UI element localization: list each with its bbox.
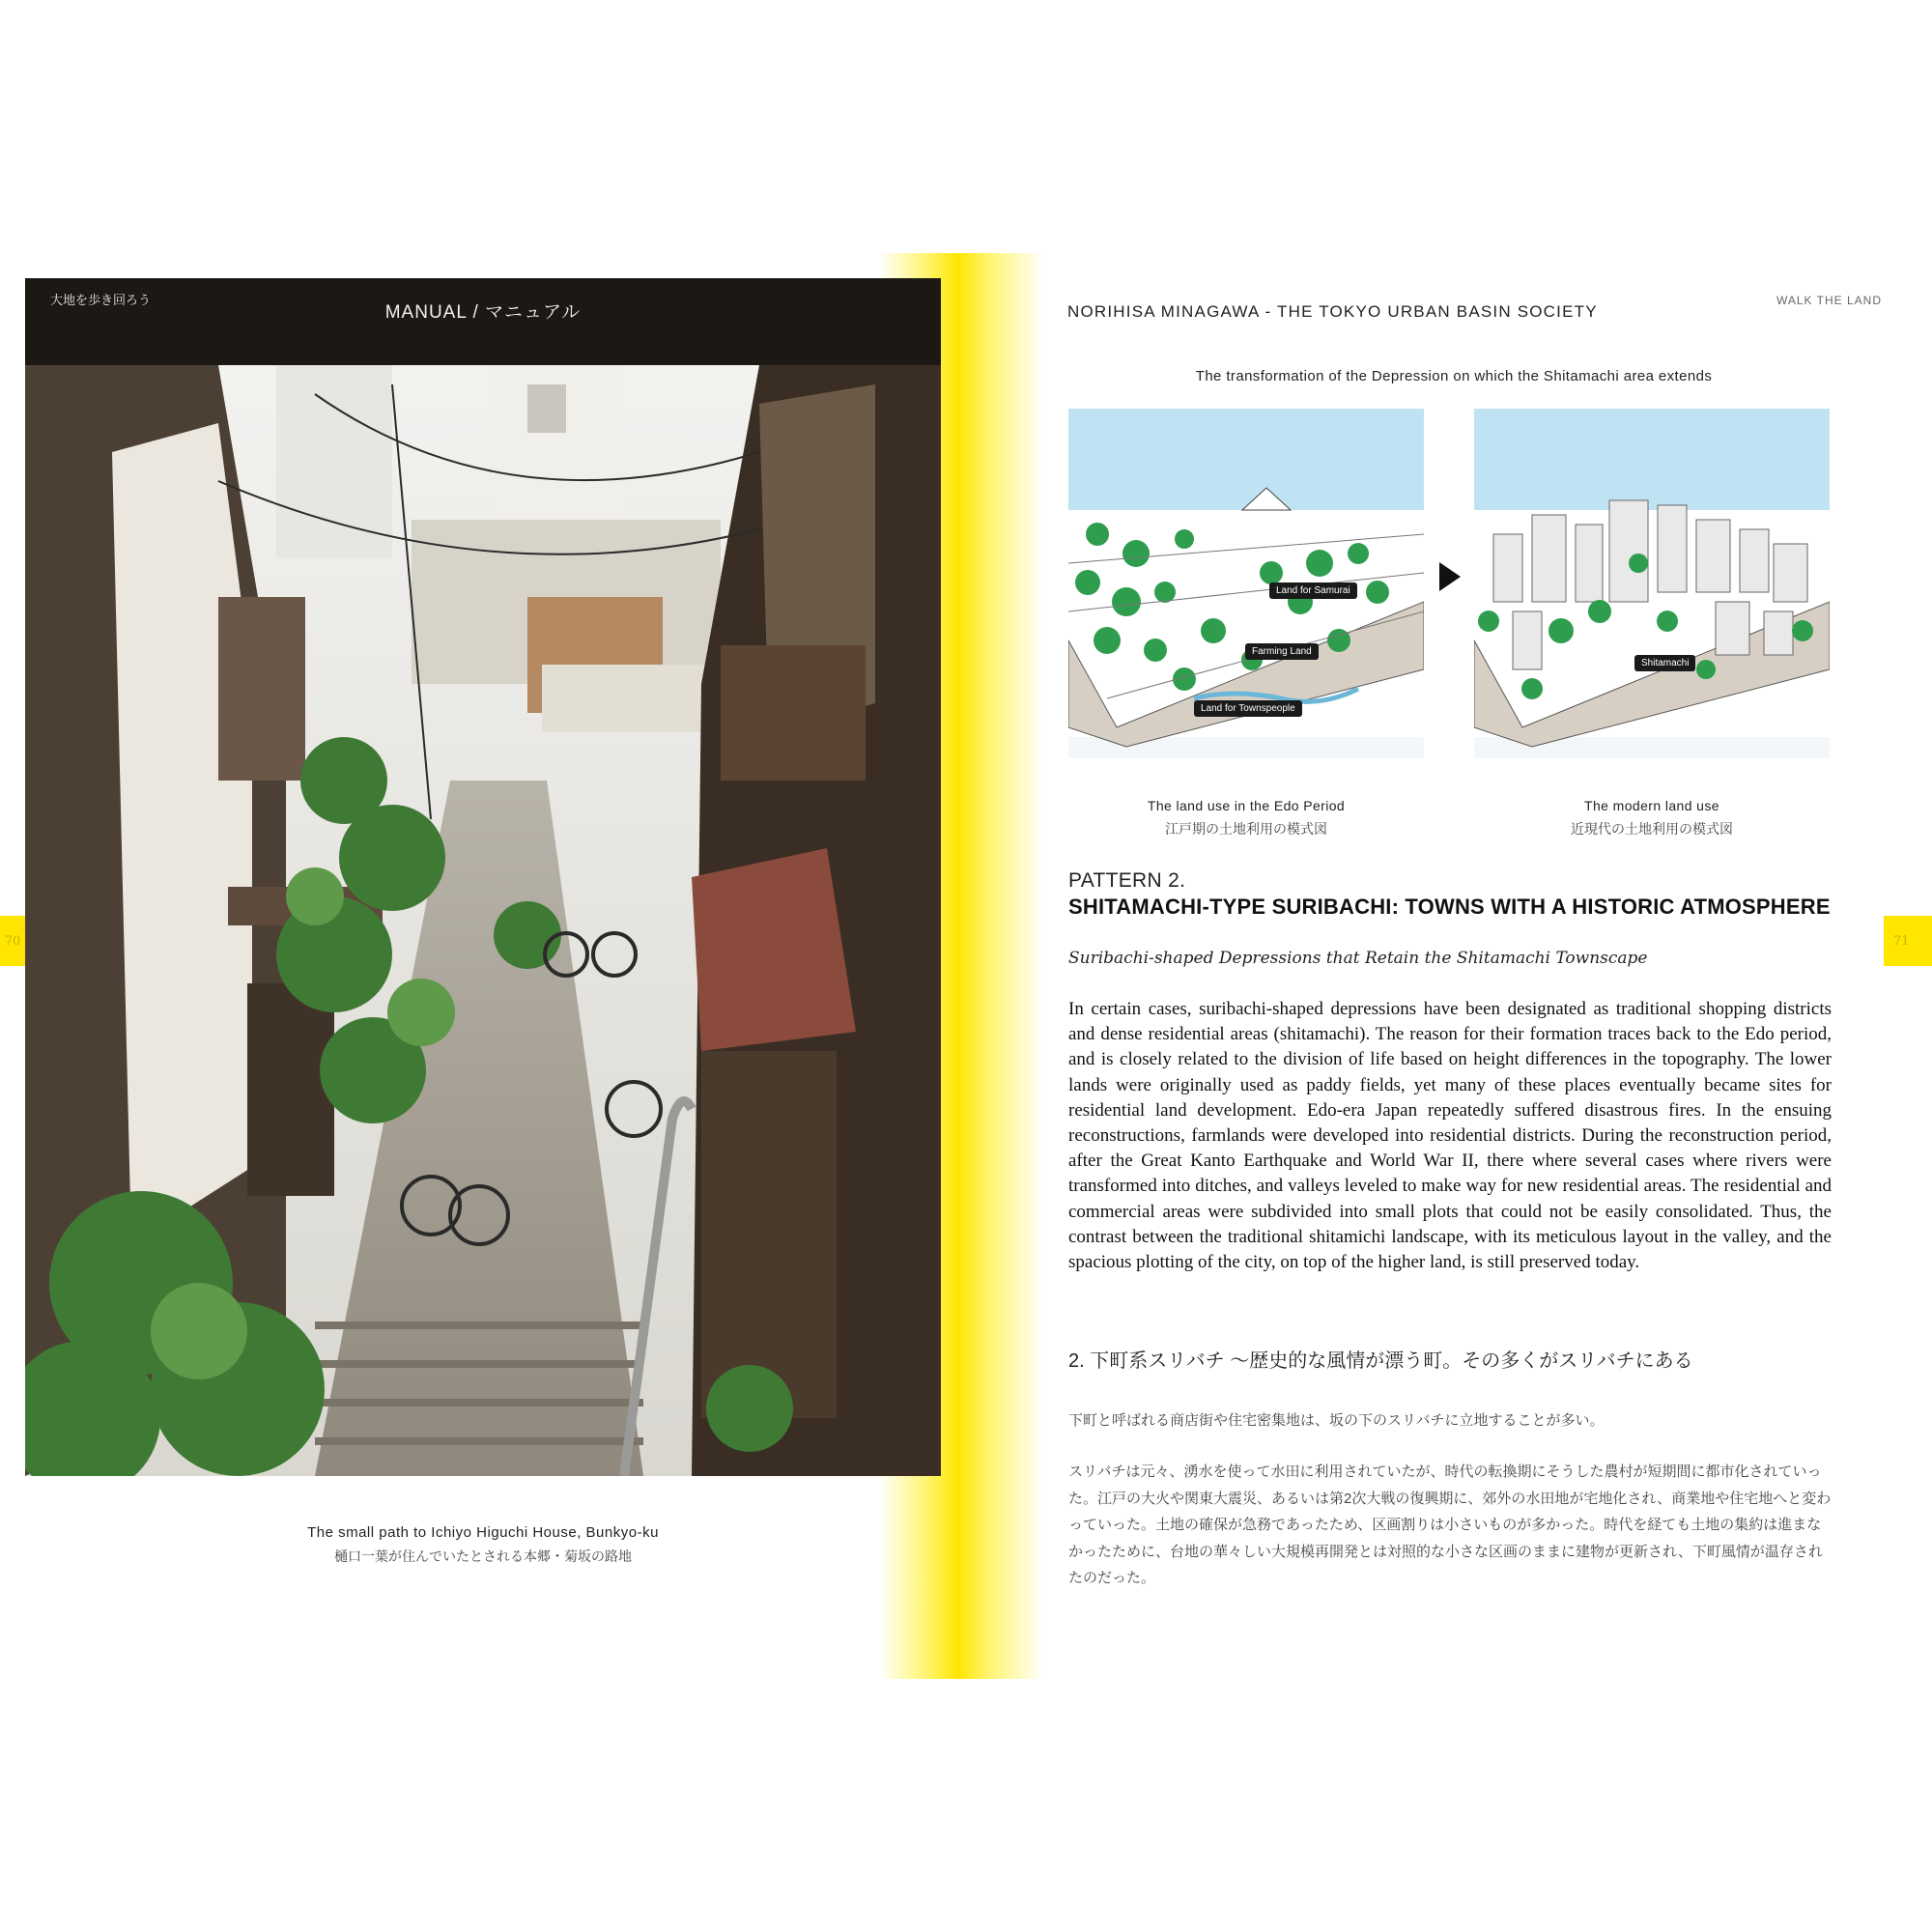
- photo-caption-en: The small path to Ichiyo Higuchi House, Bunkyo-ku: [307, 1524, 659, 1541]
- section-subtitle: Suribachi-shaped Depressions that Retain the Shitamachi Townscape: [1068, 949, 1648, 968]
- tag-land-for-samurai: Land for Samurai: [1269, 582, 1357, 599]
- alley-photo: [25, 278, 941, 1476]
- figure-caption-modern: [1474, 798, 1830, 838]
- figure-caption-edo-en: The land use in the Edo Period: [1147, 798, 1346, 813]
- photo-caption-ja: 樋口一葉が住んでいたとされる本郷・菊坂の路地: [334, 1548, 632, 1564]
- alley-photo-illustration: [25, 278, 941, 1476]
- left-running-head: MANUAL / マニュアル: [384, 302, 582, 323]
- body-text-ja-intro: 下町と呼ばれる商店街や住宅密集地は、坂の下のスリバチに立地することが多い。: [1068, 1412, 1605, 1429]
- transformation-arrow-icon: [1439, 562, 1461, 591]
- illustration-edo-period: [1068, 409, 1424, 758]
- left-page-small-header: 大地を歩き回ろう: [50, 293, 152, 307]
- right-running-head: NORIHISA MINAGAWA - THE TOKYO URBAN BASIN SOCIETY: [1067, 302, 1598, 321]
- body-text-en: In certain cases, suribachi-shaped depressions have been designated as traditional shopping districts and dense residential areas (shitamachi). The reason for their formation traces back to the Edo period, and is closely related to the division of life based on height differences in the topography. The lower lands were originally used as paddy fields, yet many of these places eventually became sites for residential land development. Edo-era Japan repeatedly suffered disastrous fires. In the ensuing reconstructions, farmlands were developed into residential districts. During the reconstruction period, after the Great Kanto Earthquake and World War II, there where several cases where rivers were transformed into ditches, and valleys leveled to make way for new residential areas. The residential and commercial areas were subdivided into small plots that could not be easily consolidated. Thus, the contrast between the traditional shitamichi landscape, with its meticulous layout in the valley, and the spacious plotting of the city, on top of the higher land, is still preserved today.: [1068, 999, 1832, 1273]
- pattern-label: PATTERN 2.: [1068, 869, 1186, 892]
- page-number-right: 71: [1884, 916, 1932, 966]
- body-text-ja-main: スリバチは元々、湧水を使って水田に利用されていたが、時代の転換期にそうした農村が短期間に都市化されていった。江戸の大火や関東大震災、あるいは第2次大戦の復興期に、郊外の水田地が宅地化され、商業地や住宅地へと変わっていった。土地の確保が急務であったため、区画割りは小さいものが多かった。時代を経ても土地の集約は進まなかったために、台地の華々しい大規模再開発とは対照的な小さな区画のままに建物が更新され、下町風情が温存されたのだった。: [1068, 1463, 1832, 1586]
- figure-caption-edo: [1068, 798, 1424, 838]
- tag-shitamachi: Shitamachi: [1634, 655, 1695, 671]
- photo-top-banner: [25, 278, 941, 365]
- photo-caption: [135, 1524, 831, 1566]
- figure-caption-edo-ja: 江戸期の土地利用の模式図: [1165, 821, 1327, 837]
- modern-landscape-drawing: [1474, 409, 1830, 758]
- tag-farming-land: Farming Land: [1245, 643, 1319, 660]
- figure-caption-modern-en: The modern land use: [1584, 798, 1719, 813]
- tag-land-for-townspeople: Land for Townspeople: [1194, 700, 1302, 717]
- pattern-title: SHITAMACHI-TYPE SURIBACHI: TOWNS WITH A HISTORIC ATMOSPHERE: [1068, 895, 1831, 919]
- page-number-left: 70: [0, 916, 25, 966]
- section-tag: WALK THE LAND: [1776, 294, 1882, 307]
- illustration-modern: [1474, 409, 1830, 758]
- figure-caption-modern-ja: 近現代の土地利用の模式図: [1571, 821, 1733, 837]
- figure-title: The transformation of the Depression on which the Shitamachi area extends: [1195, 368, 1713, 384]
- heading-ja: 2. 下町系スリバチ 〜歴史的な風情が漂う町。その多くがスリバチにある: [1068, 1350, 1693, 1372]
